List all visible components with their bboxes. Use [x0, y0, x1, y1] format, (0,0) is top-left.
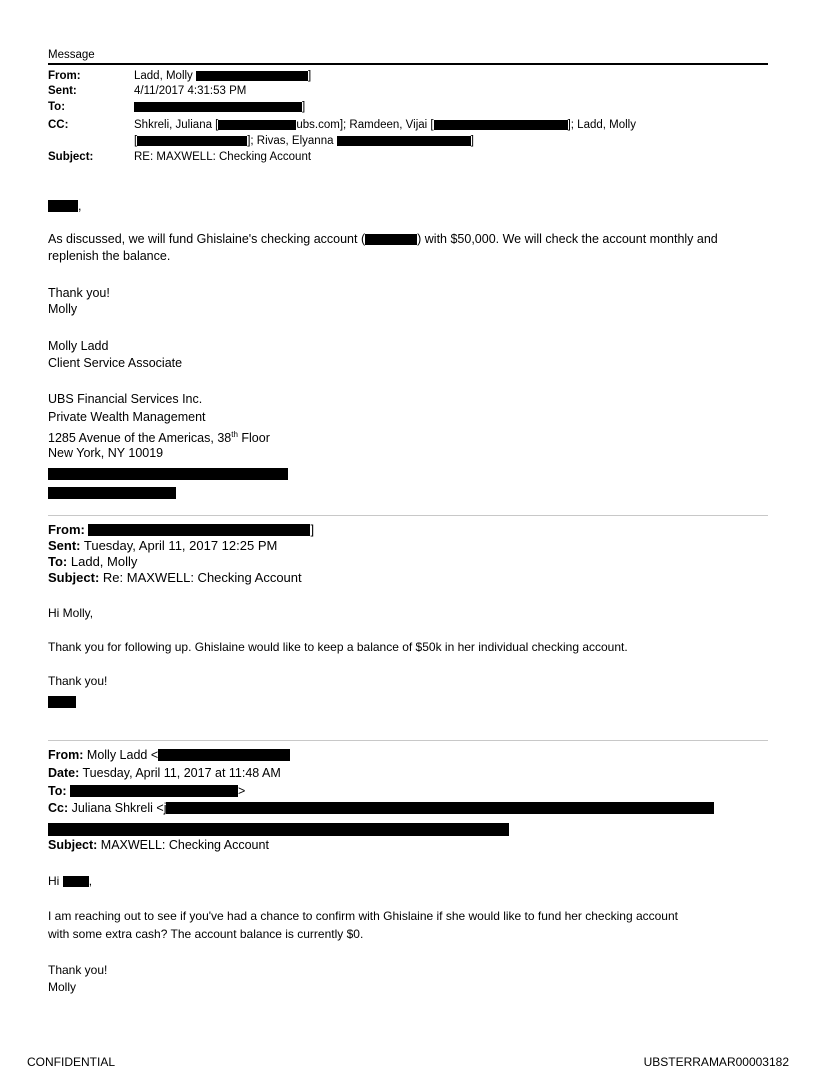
- body-line-1: As discussed, we will fund Ghislaine's checking account ( ) with $50,000. We will check the account monthly and: [48, 232, 718, 246]
- msg2-body: Thank you for following up. Ghislaine would like to keep a balance of $50k in her individual checking account.: [48, 640, 628, 654]
- header-rule: [48, 63, 768, 65]
- msg3-subject: Subject: MAXWELL: Checking Account: [48, 838, 269, 852]
- message-divider: [48, 515, 768, 516]
- redaction: [196, 71, 308, 81]
- redaction: [70, 785, 238, 797]
- thanks: Thank you!: [48, 286, 110, 300]
- msg2-from: From: ]: [48, 522, 315, 537]
- from-value: Ladd, Molly ]: [134, 70, 312, 82]
- msg3-body-line-2: with some extra cash? The account balance is currently $0.: [48, 927, 364, 941]
- msg2-thanks: Thank you!: [48, 674, 108, 688]
- msg3-date: Date: Tuesday, April 11, 2017 at 11:48 AM: [48, 766, 281, 780]
- msg2-subject: Subject: Re: MAXWELL: Checking Account: [48, 570, 302, 585]
- msg3-signoff: Molly: [48, 980, 77, 994]
- msg3-to: To: >: [48, 784, 246, 798]
- to-value: ]: [134, 101, 305, 114]
- redaction: [48, 823, 509, 836]
- cc-line-2: [ ]; Rivas, Elyanna ]: [134, 135, 474, 147]
- msg2-sent: Sent: Tuesday, April 11, 2017 12:25 PM: [48, 538, 278, 553]
- signature-title: Client Service Associate: [48, 356, 183, 370]
- message-divider: [48, 740, 768, 741]
- to-label: To:: [48, 101, 66, 113]
- msg3-body-line-1: I am reaching out to see if you've had a chance to confirm with Ghislaine if she would like to fund her checking account: [48, 909, 678, 923]
- redaction: [63, 876, 89, 887]
- msg3-cc: Cc: Juliana Shkreli <j: [48, 800, 714, 816]
- redaction: [434, 120, 568, 130]
- address-line: 1285 Avenue of the Americas, 38th Floor: [48, 430, 270, 445]
- signature-name: Molly Ladd: [48, 339, 109, 353]
- cc-line-1: Shkreli, Juliana [ ubs.com]; Ramdeen, Vijai [ ]; Ladd, Molly: [134, 119, 636, 131]
- redaction: [166, 802, 714, 814]
- msg3-thanks: Thank you!: [48, 963, 108, 977]
- redacted-contact-1: [48, 465, 288, 483]
- redaction: [365, 234, 417, 245]
- msg2-to: To: Ladd, Molly: [48, 554, 138, 569]
- redaction: [88, 524, 310, 536]
- sent-value: 4/11/2017 4:31:53 PM: [134, 85, 247, 97]
- msg3-greeting: Hi ,: [48, 874, 93, 888]
- confidential-label: CONFIDENTIAL: [27, 1055, 116, 1069]
- redaction: [137, 136, 247, 146]
- redaction: [48, 696, 76, 708]
- bates-number: UBSTERRAMAR00003182: [643, 1055, 789, 1069]
- redaction: [134, 102, 302, 112]
- signoff: Molly: [48, 302, 78, 316]
- message-title: Message: [48, 49, 95, 61]
- redaction: [158, 749, 290, 761]
- redaction: [337, 136, 471, 146]
- company-name: UBS Financial Services Inc.: [48, 392, 203, 406]
- msg2-greeting: Hi Molly,: [48, 606, 94, 620]
- division-name: Private Wealth Management: [48, 410, 206, 424]
- redaction: [218, 120, 296, 130]
- greeting: ,: [48, 198, 81, 214]
- msg3-from: From: Molly Ladd <: [48, 747, 290, 763]
- sent-label: Sent:: [48, 85, 77, 97]
- redaction: [48, 468, 288, 480]
- city-line: New York, NY 10019: [48, 446, 164, 460]
- body-line-2: replenish the balance.: [48, 249, 171, 263]
- cc-label: CC:: [48, 119, 69, 131]
- redacted-contact-2: [48, 484, 176, 502]
- redaction: [48, 487, 176, 499]
- msg2-signoff: [48, 693, 76, 711]
- subject-label: Subject:: [48, 151, 94, 163]
- from-label: From:: [48, 70, 81, 82]
- subject-value: RE: MAXWELL: Checking Account: [134, 151, 312, 163]
- redaction: [48, 200, 78, 212]
